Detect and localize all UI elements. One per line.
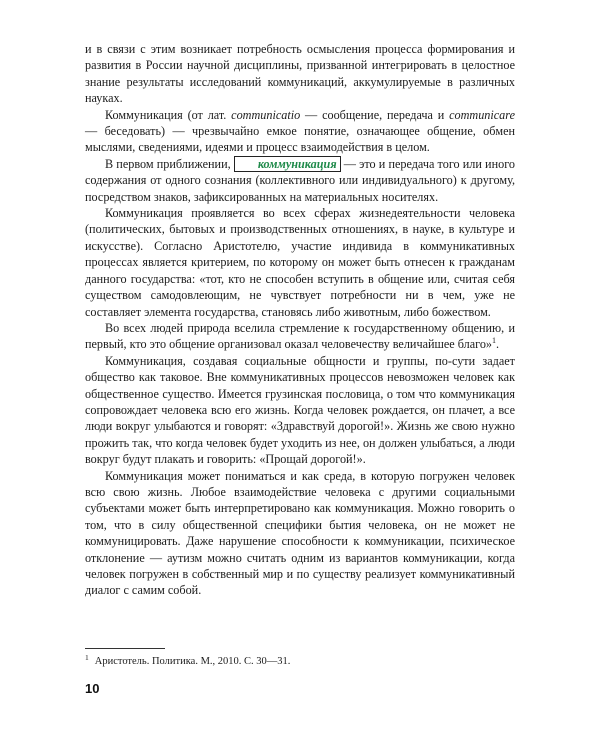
paragraph-7: Коммуникация может пониматься и как среда, в которую погружен человек всю свою жизнь. Любое взаимодействие человека с другими социальными субъектами может быть интерпретировано как коммуникация. Можно говорить о том, что в силу общественной специфики бытия человека, он не может не коммуницировать. Даже нарушение способности к коммуникации, психическое отклонение — аутизм можно считать одним из вариантов коммуникации, когда человек погружен в собственный мир и по существу реализует коммуникативный диалог с самим собой. bbox=[85, 468, 515, 598]
paragraph-6: Коммуникация, создавая социальные общности и группы, по-сути задает общество как таковое. Вне коммуникативных процессов невозможен человек как общественное существо. Имеется грузинская пословица, о том что коммуникация сопровождает человека всю его жизнь. Когда человек рождается, он плачет, а все люди вокруг улыбаются и говорят: «Здравствуй дорогой!». Жизнь же свою нужно прожить так, что когда человек будет уходить из нее, он должен улыбаться, а люди вокруг будут плакать и говорить: «Прощай дорогой!». bbox=[85, 353, 515, 467]
definition-term-box bbox=[234, 156, 341, 172]
definition-term: коммуникация bbox=[257, 156, 337, 171]
paragraph-2-part-a: Коммуникация (от лат. bbox=[105, 107, 232, 122]
footnote-mark: 1 bbox=[85, 652, 89, 662]
footnote-divider bbox=[85, 648, 165, 649]
paragraph-5-text: Во всех людей природа вселила стремление к государственному общению, и первый, кто это общение организовал оказал человечеству величайшее благо» bbox=[85, 320, 515, 352]
definition-body: — это и передача того или иного содержания от одного сознания (коллективного или индивидуального) к другому, посредством знаков, зафиксированных на материальных носителях. bbox=[85, 156, 515, 204]
paragraph-2 bbox=[85, 107, 515, 156]
footnote-text: Аристотель. Политика. М., 2010. С. 30—31. bbox=[94, 656, 291, 667]
paragraph-3 bbox=[85, 156, 515, 205]
paragraph-1: и в связи с этим возникает потребность осмысления процесса формирования и развития в России научной дисциплины, призванной интегрировать в целостное знание результаты исследований коммуникаций, аккумулируемые в различных науках. bbox=[85, 42, 515, 106]
latin-term-communicare: communicare bbox=[449, 107, 515, 122]
page-number: 10 bbox=[85, 681, 100, 696]
paragraph-2-part-e: — беседовать) — чрезвычайно емкое понятие, означающее общение, обмен мыслями, сведениями, идеями и процесс взаимодействия в целом. bbox=[85, 124, 515, 155]
paragraph-5-end: . bbox=[496, 337, 500, 352]
paragraph-4: Коммуникация проявляется во всех сферах жизнедеятельности человека (политических, бытовых и производственных отношениях, в науке, в культуре и искусстве). Согласно Аристотелю, участие индивида в коммуникативных процессах является критерием, по которому он может быть отнесен к гражданам данного государства: «тот, кто не способен вступить в общение или, считая себя существом самодовлеющим, не чувствует потребности ни в чем, уже не составляет элемента государства, становясь либо животным, либо божеством. bbox=[85, 206, 515, 319]
definition-intro: В первом приближении, bbox=[105, 156, 234, 171]
paragraph-2-part-c: — сообщение, передача и bbox=[300, 107, 450, 122]
footnote-reference[interactable]: 1 bbox=[492, 336, 497, 346]
body-text bbox=[85, 41, 515, 599]
footnote bbox=[85, 652, 515, 668]
latin-term-communicatio: communicatio bbox=[231, 107, 301, 122]
paragraph-5 bbox=[85, 320, 515, 353]
